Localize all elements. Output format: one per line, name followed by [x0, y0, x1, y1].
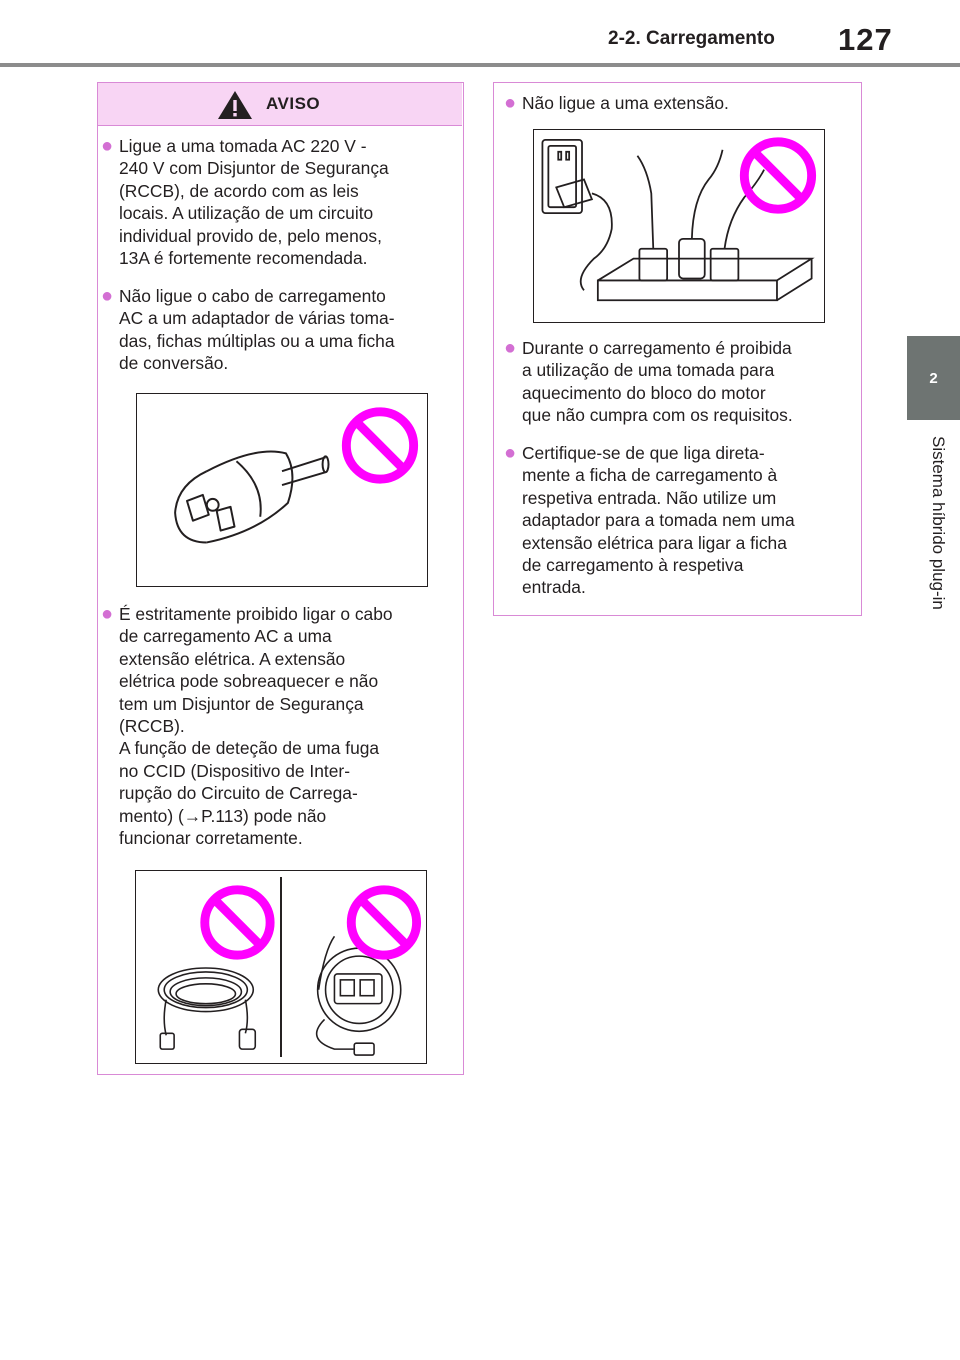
power-strip-figure [533, 129, 825, 323]
warning-item [504, 337, 854, 431]
continued-warning-box [493, 82, 862, 616]
warning-box [97, 82, 464, 1075]
warning-title: AVISO [266, 94, 321, 113]
prohibition-icon [205, 890, 270, 955]
warning-triangle-icon [216, 89, 254, 121]
header-rule [0, 63, 960, 67]
warning-item [504, 92, 854, 116]
prohibition-icon [351, 890, 416, 955]
warning-header [98, 83, 462, 126]
bullet-icon: ● [504, 337, 517, 359]
adapter-figure [136, 393, 428, 587]
warning-item [101, 603, 461, 853]
warning-item-text: Ligue a uma tomada AC 220 V - 240 V com Disjuntor de Segurança (RCCB), de acordo com as leis locais. A utilização de um circuito individual provido de, pelo menos, 13A é fortemente recomendada. [119, 136, 389, 269]
bullet-icon: ● [101, 135, 114, 157]
bullet-icon: ● [101, 285, 114, 307]
chapter-label: Sistema híbrido plug-in [929, 436, 948, 610]
warning-item [101, 135, 461, 275]
warning-item [101, 285, 461, 380]
bullet-icon: ● [504, 92, 517, 114]
prohibition-icon [744, 142, 811, 209]
section-title: 2-2. Carregamento [608, 28, 775, 49]
warning-item-text: Não ligue a uma extensão. [522, 93, 729, 113]
chapter-number: 2 [929, 369, 938, 387]
warning-item-text: Certifique-se de que liga direta- mente a ficha de carregamento à respetiva entrada. Não utilize um adaptador para a tomada nem uma extensão elétrica para ligar a ficha de carregamento à respetiva entrada. [522, 443, 795, 598]
warning-item [504, 442, 854, 602]
warning-item-text: Não ligue o cabo de carregamento AC a um adaptador de várias toma- das, fichas múltiplas ou a uma ficha de conversão. [119, 286, 395, 374]
prohibition-icon [346, 412, 413, 479]
warning-item-text: Durante o carregamento é proibida a utilização de uma tomada para aquecimento do bloco do motor que não cumpra com os requisitos. [522, 338, 793, 426]
bullet-icon: ● [101, 603, 114, 625]
chapter-tab[interactable] [907, 336, 960, 420]
extension-cord-figure [135, 870, 427, 1064]
warning-item-text: É estritamente proibido ligar o cabo de carregamento AC a uma extensão elétrica. A extensão elétrica pode sobreaquecer e não tem um Disjuntor de Segurança (RCCB). A função de deteção de uma fuga no CCID (Dispositivo de Inter- rupção do Circuito de Carrega- mento) (→P.113) pode não funcionar corretamente. [119, 604, 393, 849]
page-number: 127 [838, 22, 893, 57]
bullet-icon: ● [504, 442, 517, 464]
